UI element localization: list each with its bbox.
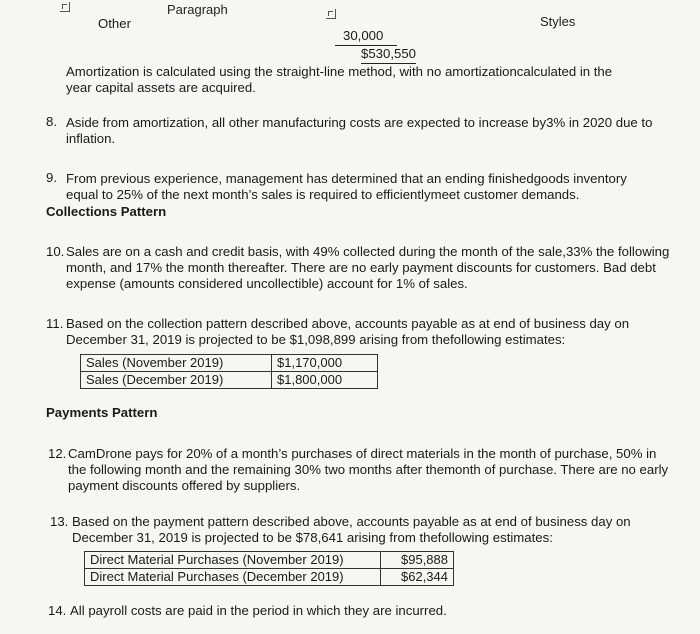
direct-material-estimates-table xyxy=(84,551,454,586)
item-13-number: 13. xyxy=(50,514,69,529)
dialog-launcher-icon[interactable] xyxy=(60,2,70,12)
dm-december-value: $62,344 xyxy=(381,569,454,586)
amortization-line-2: year capital assets are acquired. xyxy=(66,80,256,95)
table-row xyxy=(81,372,378,389)
item-9-number: 9. xyxy=(46,170,57,185)
paragraph-dialog-launcher-icon[interactable] xyxy=(326,9,336,19)
item-10-number: 10. xyxy=(46,244,65,259)
item-12-line-1: CamDrone pays for 20% of a month’s purchases of direct materials in the month of purchase, 50% in xyxy=(68,446,657,461)
item-12-line-3: payment discounts offered by suppliers. xyxy=(68,478,301,493)
item-11-line-1: Based on the collection pattern described above, accounts payable as at end of business day on xyxy=(66,316,630,331)
item-10-line-2: month, and 17% the month thereafter. There are no early payment discounts for customers. Bad debt xyxy=(66,260,656,275)
ribbon-paragraph-label: Paragraph xyxy=(167,2,228,17)
item-10-line-1: Sales are on a cash and credit basis, with 49% collected during the month of the sale,33% the following xyxy=(66,244,670,259)
sales-estimates-table xyxy=(80,354,378,389)
sales-november-value: $1,170,000 xyxy=(272,355,378,372)
sales-december-value: $1,800,000 xyxy=(272,372,378,389)
sales-december-label: Sales (December 2019) xyxy=(81,372,272,389)
payments-pattern-heading: Payments Pattern xyxy=(46,405,158,420)
item-8-line-1: Aside from amortization, all other manufacturing costs are expected to increase by3% in 2020 due to xyxy=(66,115,653,130)
item-14-number: 14. xyxy=(48,603,67,618)
ribbon-styles-label: Styles xyxy=(540,14,576,29)
table-row xyxy=(85,569,454,586)
other-value: 30,000 xyxy=(335,28,397,46)
total-value: $530,550 xyxy=(361,46,416,64)
item-12-number: 12. xyxy=(48,446,67,461)
item-10-line-3: expense (amounts considered uncollectible) account for 1% of sales. xyxy=(66,276,468,291)
item-13-line-1: Based on the payment pattern described above, accounts payable as at end of business day on xyxy=(72,514,631,529)
item-9-line-1: From previous experience, management has determined that an ending finishedgoods inventory xyxy=(66,171,627,186)
table-row xyxy=(81,355,378,372)
collections-pattern-heading: Collections Pattern xyxy=(46,204,167,219)
item-11-number: 11. xyxy=(46,316,64,331)
dm-november-value: $95,888 xyxy=(381,552,454,569)
item-12-line-2: the following month and the remaining 30% two months after themonth of purchase. There are no early xyxy=(68,462,669,477)
other-label: Other xyxy=(98,16,131,31)
sales-november-label: Sales (November 2019) xyxy=(81,355,272,372)
dm-december-label: Direct Material Purchases (December 2019) xyxy=(85,569,381,586)
table-row xyxy=(85,552,454,569)
dm-november-label: Direct Material Purchases (November 2019) xyxy=(85,552,381,569)
item-8-number: 8. xyxy=(46,114,57,129)
item-11-line-2: December 31, 2019 is projected to be $1,098,899 arising from thefollowing estimates: xyxy=(66,332,566,347)
item-8-line-2: inflation. xyxy=(66,131,116,146)
amortization-line-1: Amortization is calculated using the straight-line method, with no amortizationcalculated in the xyxy=(66,64,613,79)
item-9-line-2: equal to 25% of the next month’s sales is required to efficientlymeet customer demands. xyxy=(66,187,580,202)
item-13-line-2: December 31, 2019 is projected to be $78,641 arising from thefollowing estimates: xyxy=(72,530,553,545)
item-14-line-1: All payroll costs are paid in the period in which they are incurred. xyxy=(70,603,447,618)
